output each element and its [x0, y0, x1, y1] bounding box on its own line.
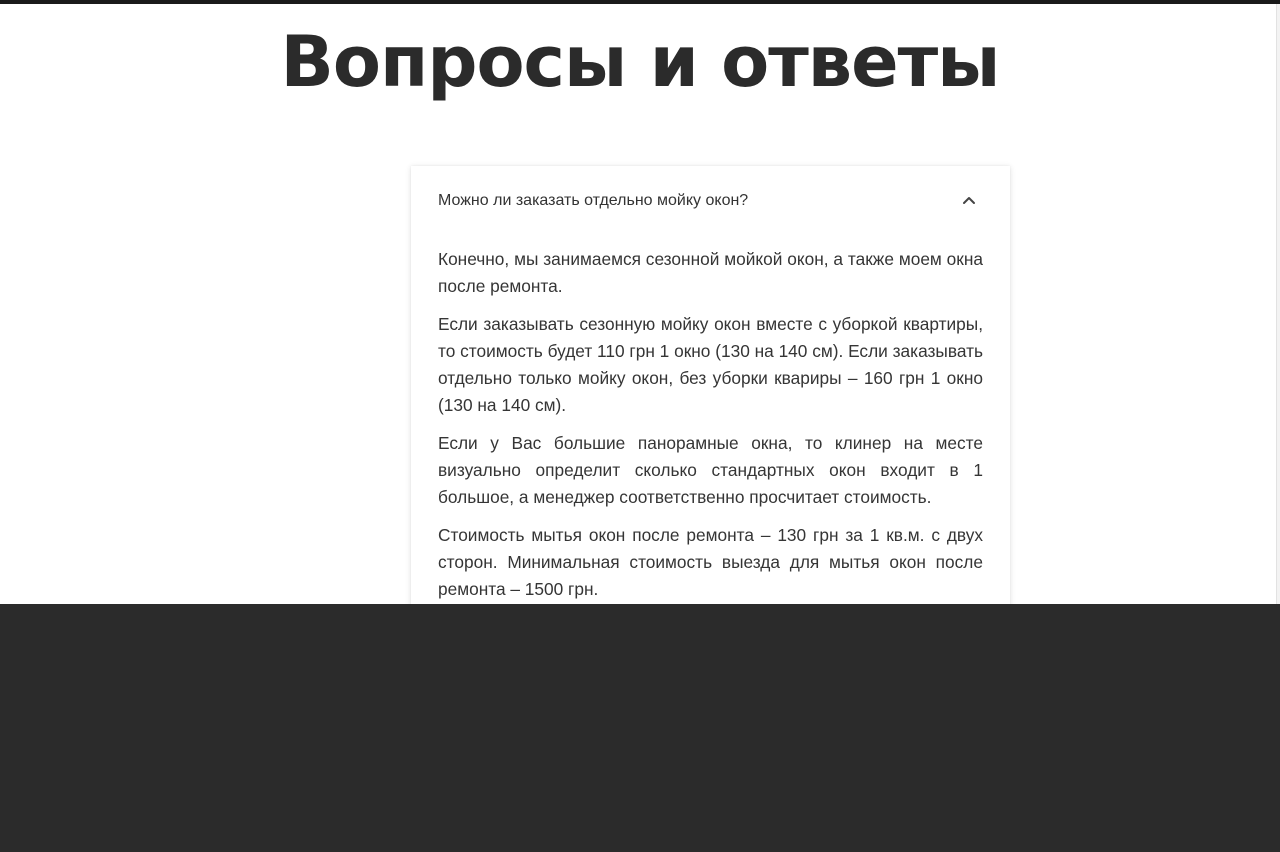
faq-answer-paragraph: Если у Вас большие панорамные окна, то клинер на месте визуально определит сколько стандартных окон входит в 1 большое, а менеджер соответственно просчитает стоимость. — [438, 433, 983, 507]
faq-item-header[interactable] — [411, 166, 1010, 236]
footer — [0, 604, 1280, 852]
faq-answer-paragraph: Конечно, мы занимаемся сезонной мойкой окон, а также моем окна после ремонта. — [438, 249, 983, 296]
faq-answer-paragraph: Стоимость мытья окон после ремонта – 130 грн за 1 кв.м. с двух сторон. Минимальная стоимость выезда для мытья окон после ремонта – 1500 грн. — [438, 525, 983, 599]
top-border — [0, 0, 1280, 4]
page-title: Вопросы и ответы — [280, 21, 1000, 103]
chevron-up-icon[interactable] — [961, 192, 977, 208]
faq-answer-paragraph: Если заказывать сезонную мойку окон вместе с уборкой квартиры, то стоимость будет 110 грн 1 окно (130 на 140 см). Если заказывать отдельно только мойку окон, без уборки квариры – 160 грн 1 окно (130 на 140 см). — [438, 314, 983, 415]
faq-answer — [438, 246, 983, 614]
faq-question: Можно ли заказать отдельно мойку окон? — [438, 192, 749, 209]
